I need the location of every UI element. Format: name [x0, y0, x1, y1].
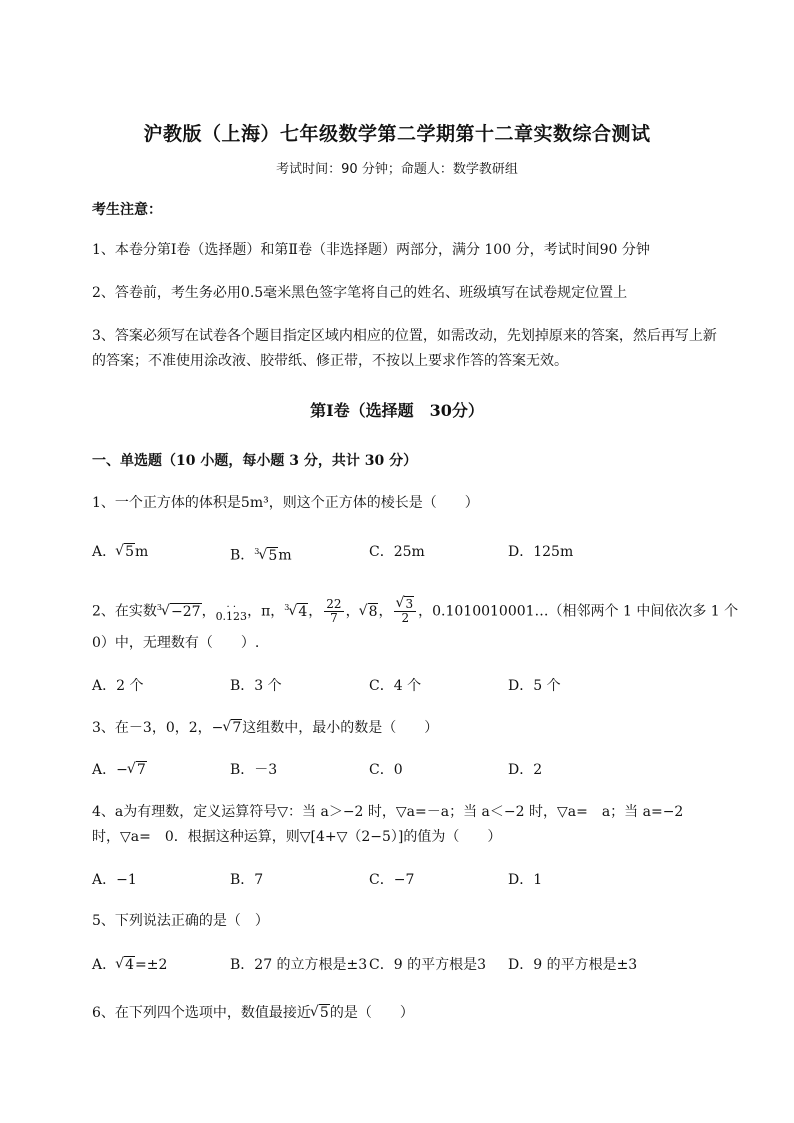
equation-text: =±2	[135, 957, 168, 973]
question-1-option-b	[230, 542, 292, 566]
separator: ，	[270, 603, 285, 620]
separator: ，	[247, 603, 262, 620]
question-2-line-1	[92, 598, 738, 625]
question-5-option-b: B．27 的立方根是±3	[230, 957, 368, 973]
question-3-option-d: D．2	[508, 762, 543, 778]
repeating-decimal: · · 0.123	[215, 601, 248, 623]
question-5-option-a	[92, 955, 167, 975]
root-index: 3	[156, 603, 163, 612]
page-title: 沪教版（上海）七年级数学第二学期第十二章实数综合测试	[143, 123, 651, 145]
part-heading: 一、单选题（10 小题，每小题 3 分，共计 30 分）	[92, 453, 418, 469]
stem-text: 2、在实数	[92, 603, 157, 620]
option-label: A．	[92, 544, 117, 560]
question-5-option-c: C．9 的平方根是3	[369, 957, 486, 973]
stem-text: ，0.1010010001…（相邻两个 1 中间依次多 1 个	[418, 603, 739, 620]
root-index: 3	[254, 547, 260, 556]
notice-item-2: 2、答卷前，考生务必用0.5毫米黑色签字笔将自己的姓名、班级填写在试卷规定位置上	[92, 285, 628, 301]
question-4-option-d: D．1	[508, 872, 543, 888]
question-3-option-c: C．0	[369, 762, 403, 778]
cube-root-expression: √ 4	[290, 602, 308, 622]
question-3-stem	[92, 718, 438, 738]
question-1-stem: 1、一个正方体的体积是5m³，则这个正方体的棱长是（ ）	[92, 495, 479, 511]
question-4-option-c: C．−7	[369, 872, 415, 888]
option-label: A．	[92, 957, 117, 973]
question-4-line-1: 4、a为有理数，定义运算符号▽：当 a＞−2 时，▽a=－a；当 a＜−2 时，▽a= a；当 a=−2	[92, 804, 684, 820]
stem-text: 这组数中，最小的数是（ ）	[242, 720, 439, 736]
option-label: B．	[230, 547, 255, 564]
pi-symbol: π	[261, 603, 271, 620]
question-6-stem	[92, 1003, 414, 1023]
sqrt-expression: √ 7	[129, 760, 147, 780]
stem-text: 3、在－3，0，2，−	[92, 720, 224, 736]
cube-root-expression: √ 5	[260, 546, 278, 566]
fraction: √ $\frac{3}{2}$	[394, 598, 416, 625]
sqrt-expression: √ 8	[361, 602, 379, 622]
exam-info: 考试时间：90 分钟；命题人：数学教研组	[276, 162, 518, 177]
question-2-option-c: C．4 个	[369, 678, 422, 694]
option-label: A．−	[92, 762, 128, 778]
stem-text: 6、在下列四个选项中，数值最接近	[92, 1005, 311, 1021]
unit: m	[135, 544, 149, 560]
sqrt-expression: √ 5	[117, 542, 135, 562]
unit: m	[278, 547, 292, 564]
question-2-option-d: D．5 个	[508, 678, 561, 694]
notice-item-3-line-2: 的答案；不准使用涂改液、胶带纸、修正带，不按以上要求作答的答案无效。	[92, 353, 568, 369]
separator: ，	[308, 603, 323, 620]
sqrt-expression: √ 4	[117, 955, 135, 975]
separator: ，	[378, 603, 393, 620]
question-2-line-2: 0）中，无理数有（ ）.	[92, 635, 260, 651]
sqrt-expression: √ 7	[224, 718, 242, 738]
question-1-option-d: D．125m	[508, 544, 574, 560]
notice-item-3-line-1: 3、答案必须写在试卷各个题目指定区域内相应的位置，如需改动，先划掉原来的答案，然后再写上新	[92, 328, 717, 344]
question-4-option-a: A．−1	[92, 872, 137, 888]
root-index: 3	[284, 603, 290, 612]
sqrt-expression: √ 5	[312, 1003, 330, 1023]
question-3-option-b: B．－3	[230, 762, 278, 778]
separator: ，	[201, 603, 216, 620]
stem-text: 的是（ ）	[329, 1005, 414, 1021]
question-5-stem: 5、下列说法正确的是（ ）	[92, 913, 269, 929]
question-4-line-2: 时，▽a= 0．根据这种运算，则▽[4+▽（2−5）]的值为（ ）	[92, 829, 502, 845]
question-1-option-c: C．25m	[369, 544, 425, 560]
question-2-option-b: B．3 个	[230, 678, 282, 694]
notice-item-1: 1、本卷分第Ⅰ卷（选择题）和第Ⅱ卷（非选择题）两部分，满分 100 分，考试时间90 分钟	[92, 242, 650, 258]
fraction: $\frac{22}{7}$	[326, 597, 342, 626]
question-1-option-a	[92, 542, 148, 562]
question-5-option-d: D．9 的平方根是±3	[508, 957, 638, 973]
notice-heading: 考生注意：	[92, 202, 162, 218]
cube-root-expression: √ −27	[163, 602, 202, 622]
question-2-option-a: A．2 个	[92, 678, 144, 694]
separator: ，	[345, 603, 360, 620]
question-4-option-b: B．7	[230, 872, 264, 888]
question-3-option-a	[92, 760, 147, 780]
section-title: 第Ⅰ卷（选择题 30分）	[310, 401, 484, 420]
